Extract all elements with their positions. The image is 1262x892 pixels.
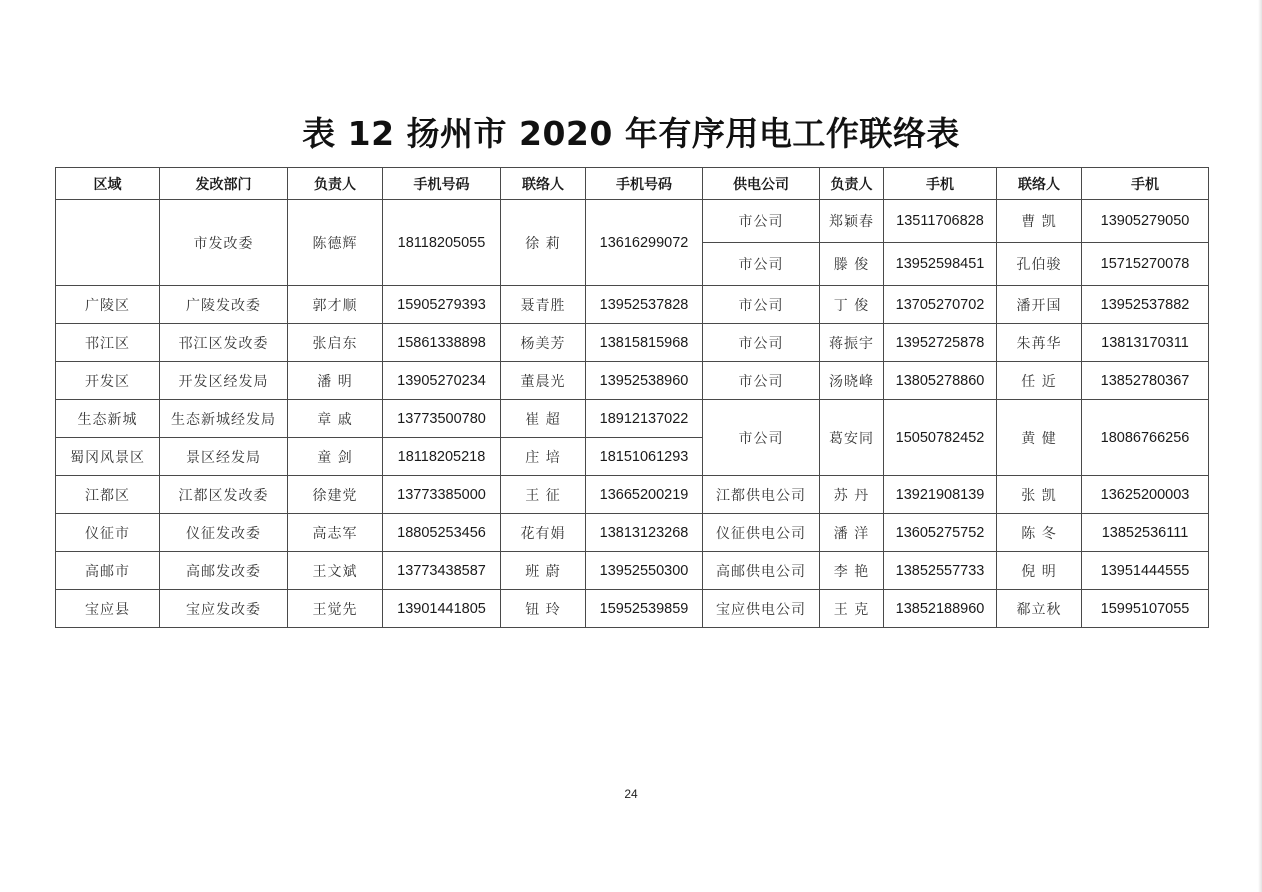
dept-head-phone-cell: 13773438587 [383, 552, 501, 590]
header-dept-contact-phone: 手机号码 [586, 168, 703, 200]
power-contact-cell: 黄 健 [997, 400, 1082, 476]
power-contact-phone-cell: 13852780367 [1082, 362, 1209, 400]
region-cell: 蜀冈风景区 [56, 438, 160, 476]
dept-contact-cell: 班 蔚 [501, 552, 586, 590]
power-company-cell: 市公司 [703, 200, 820, 243]
dept-contact-phone-cell: 13616299072 [586, 200, 703, 286]
power-contact-cell: 郗立秋 [997, 590, 1082, 628]
region-cell: 生态新城 [56, 400, 160, 438]
dept-contact-phone-cell: 18912137022 [586, 400, 703, 438]
power-company-cell: 市公司 [703, 286, 820, 324]
power-company-cell: 江都供电公司 [703, 476, 820, 514]
dept-head-cell: 王文斌 [288, 552, 383, 590]
header-dept-head: 负责人 [288, 168, 383, 200]
dept-contact-phone-cell: 13815815968 [586, 324, 703, 362]
power-head-phone-cell: 13952598451 [884, 243, 997, 286]
power-company-cell: 市公司 [703, 324, 820, 362]
dept-head-cell: 郭才顺 [288, 286, 383, 324]
power-contact-cell: 潘开国 [997, 286, 1082, 324]
page-title: 表 12 扬州市 2020 年有序用电工作联络表 [302, 114, 960, 153]
power-head-cell: 丁 俊 [820, 286, 884, 324]
dept-head-cell: 陈德辉 [288, 200, 383, 286]
power-head-cell: 王 克 [820, 590, 884, 628]
power-contact-phone-cell: 13813170311 [1082, 324, 1209, 362]
dept-cell: 宝应发改委 [160, 590, 288, 628]
power-head-phone-cell: 13605275752 [884, 514, 997, 552]
region-cell: 江都区 [56, 476, 160, 514]
dept-cell: 邗江区发改委 [160, 324, 288, 362]
dept-contact-cell: 董晨光 [501, 362, 586, 400]
dept-head-phone-cell: 18118205218 [383, 438, 501, 476]
region-cell: 仪征市 [56, 514, 160, 552]
power-contact-cell: 孔伯骏 [997, 243, 1082, 286]
power-contact-phone-cell: 13952537882 [1082, 286, 1209, 324]
power-head-cell: 潘 洋 [820, 514, 884, 552]
power-contact-phone-cell: 13625200003 [1082, 476, 1209, 514]
dept-contact-cell: 庄 培 [501, 438, 586, 476]
power-head-phone-cell: 13952725878 [884, 324, 997, 362]
power-contact-cell: 陈 冬 [997, 514, 1082, 552]
dept-contact-cell: 花有娟 [501, 514, 586, 552]
power-contact-phone-cell: 13905279050 [1082, 200, 1209, 243]
header-row [56, 168, 1209, 200]
region-cell [56, 200, 160, 286]
power-company-cell: 仪征供电公司 [703, 514, 820, 552]
power-head-cell: 郑颖春 [820, 200, 884, 243]
dept-head-phone-cell: 13905270234 [383, 362, 501, 400]
power-contact-cell: 张 凯 [997, 476, 1082, 514]
power-contact-cell: 曹 凯 [997, 200, 1082, 243]
power-contact-phone-cell: 15715270078 [1082, 243, 1209, 286]
dept-contact-cell: 钮 玲 [501, 590, 586, 628]
dept-head-phone-cell: 13773500780 [383, 400, 501, 438]
power-contact-cell: 朱苒华 [997, 324, 1082, 362]
dept-cell: 景区经发局 [160, 438, 288, 476]
dept-head-phone-cell: 15905279393 [383, 286, 501, 324]
dept-cell: 仪征发改委 [160, 514, 288, 552]
power-contact-phone-cell: 18086766256 [1082, 400, 1209, 476]
dept-cell: 市发改委 [160, 200, 288, 286]
power-company-cell: 市公司 [703, 400, 820, 476]
power-head-phone-cell: 13805278860 [884, 362, 997, 400]
dept-contact-phone-cell: 13952550300 [586, 552, 703, 590]
power-contact-phone-cell: 13852536111 [1082, 514, 1209, 552]
header-region: 区域 [56, 168, 160, 200]
dept-contact-cell: 杨美芳 [501, 324, 586, 362]
table-row [56, 362, 1209, 400]
dept-contact-cell: 聂青胜 [501, 286, 586, 324]
power-contact-cell: 任 近 [997, 362, 1082, 400]
power-company-cell: 宝应供电公司 [703, 590, 820, 628]
dept-head-phone-cell: 18118205055 [383, 200, 501, 286]
dept-head-cell: 章 戚 [288, 400, 383, 438]
dept-cell: 生态新城经发局 [160, 400, 288, 438]
dept-head-cell: 童 剑 [288, 438, 383, 476]
header-power-company: 供电公司 [703, 168, 820, 200]
power-contact-cell: 倪 明 [997, 552, 1082, 590]
header-power-head-phone: 手机 [884, 168, 997, 200]
header-dept-head-phone: 手机号码 [383, 168, 501, 200]
region-cell: 宝应县 [56, 590, 160, 628]
power-head-phone-cell: 13921908139 [884, 476, 997, 514]
dept-head-cell: 王觉先 [288, 590, 383, 628]
dept-cell: 广陵发改委 [160, 286, 288, 324]
table-row [56, 590, 1209, 628]
region-cell: 广陵区 [56, 286, 160, 324]
power-company-cell: 高邮供电公司 [703, 552, 820, 590]
table-row [56, 476, 1209, 514]
power-head-cell: 李 艳 [820, 552, 884, 590]
dept-cell: 江都区发改委 [160, 476, 288, 514]
dept-contact-phone-cell: 13665200219 [586, 476, 703, 514]
table-row [56, 552, 1209, 590]
dept-contact-phone-cell: 15952539859 [586, 590, 703, 628]
dept-contact-phone-cell: 13952538960 [586, 362, 703, 400]
table-row [56, 400, 1209, 438]
power-company-cell: 市公司 [703, 243, 820, 286]
power-head-cell: 葛安同 [820, 400, 884, 476]
dept-head-phone-cell: 18805253456 [383, 514, 501, 552]
power-head-phone-cell: 13705270702 [884, 286, 997, 324]
header-power-contact-phone: 手机 [1082, 168, 1209, 200]
header-dept-contact: 联络人 [501, 168, 586, 200]
dept-head-cell: 张启东 [288, 324, 383, 362]
region-cell: 邗江区 [56, 324, 160, 362]
dept-head-cell: 潘 明 [288, 362, 383, 400]
page-number: 24 [624, 787, 638, 801]
table-row [56, 200, 1209, 243]
region-cell: 高邮市 [56, 552, 160, 590]
dept-contact-phone-cell: 13952537828 [586, 286, 703, 324]
power-head-phone-cell: 13511706828 [884, 200, 997, 243]
dept-contact-phone-cell: 13813123268 [586, 514, 703, 552]
power-contact-phone-cell: 13951444555 [1082, 552, 1209, 590]
header-power-contact: 联络人 [997, 168, 1082, 200]
dept-cell: 开发区经发局 [160, 362, 288, 400]
power-contact-phone-cell: 15995107055 [1082, 590, 1209, 628]
power-head-cell: 汤晓峰 [820, 362, 884, 400]
header-power-head: 负责人 [820, 168, 884, 200]
dept-cell: 高邮发改委 [160, 552, 288, 590]
power-head-cell: 蒋振宇 [820, 324, 884, 362]
dept-head-phone-cell: 15861338898 [383, 324, 501, 362]
power-head-phone-cell: 15050782452 [884, 400, 997, 476]
table-row [56, 514, 1209, 552]
table-row [56, 286, 1209, 324]
table-row [56, 324, 1209, 362]
dept-contact-cell: 王 征 [501, 476, 586, 514]
contact-table [55, 167, 1209, 628]
power-head-cell: 滕 俊 [820, 243, 884, 286]
header-dept: 发改部门 [160, 168, 288, 200]
power-head-phone-cell: 13852557733 [884, 552, 997, 590]
dept-head-cell: 高志军 [288, 514, 383, 552]
dept-contact-phone-cell: 18151061293 [586, 438, 703, 476]
region-cell: 开发区 [56, 362, 160, 400]
dept-head-phone-cell: 13901441805 [383, 590, 501, 628]
dept-head-phone-cell: 13773385000 [383, 476, 501, 514]
power-head-cell: 苏 丹 [820, 476, 884, 514]
dept-contact-cell: 崔 超 [501, 400, 586, 438]
dept-head-cell: 徐建党 [288, 476, 383, 514]
dept-contact-cell: 徐 莉 [501, 200, 586, 286]
power-head-phone-cell: 13852188960 [884, 590, 997, 628]
power-company-cell: 市公司 [703, 362, 820, 400]
